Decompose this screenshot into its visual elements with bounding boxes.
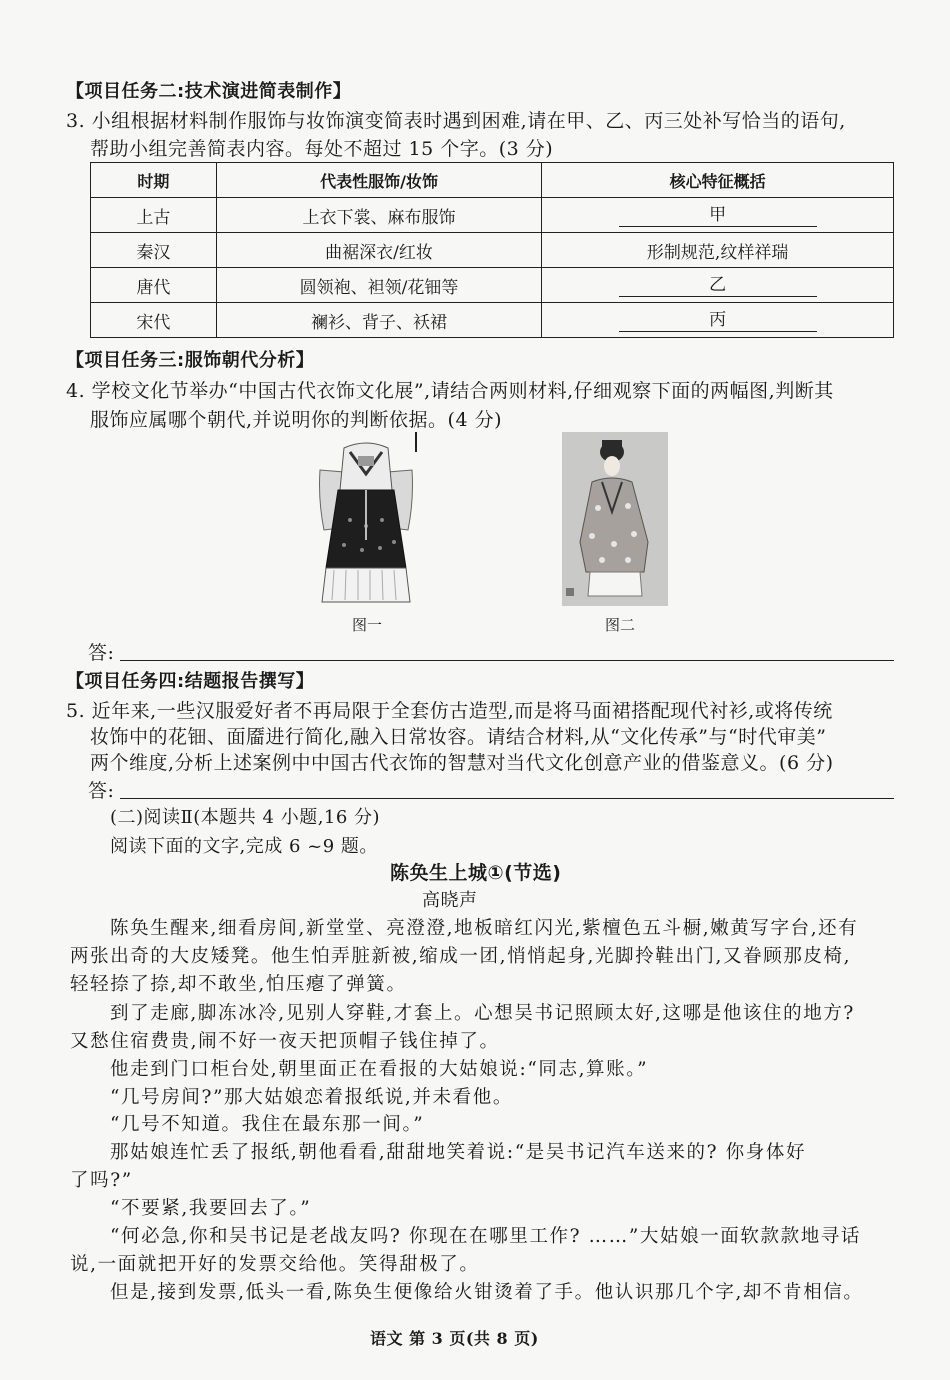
table-cell: 圆领袍、袒领/花钿等 <box>216 268 541 303</box>
table-cell-blank <box>542 303 894 338</box>
table-row <box>91 303 894 338</box>
article-line: “何必急,你和吴书记是老战友吗? 你现在在哪里工作? ……”大姑娘一面软款款地寻话 <box>110 1226 861 1247</box>
table-cell: 上衣下裳、麻布服饰 <box>216 198 541 233</box>
article-line: 说,一面就把开好的发票交给他。笑得甜极了。 <box>70 1254 480 1275</box>
table-cell: 唐代 <box>91 268 217 303</box>
task4-header: 【项目任务四:结题报告撰写】 <box>66 671 315 692</box>
article-line: 但是,接到发票,低头一看,陈奂生便像给火钳烫着了手。他认识那几个字,却不肯相信。 <box>110 1282 864 1303</box>
question-5-line-1: 5. 近年来,一些汉服爱好者不再局限于全套仿古造型,而是将马面裙搭配现代衬衫,或将传统 <box>66 700 833 722</box>
question-3-line-1: 3. 小组根据材料制作服饰与妆饰演变简表时遇到困难,请在甲、乙、丙三处补写恰当的语句, <box>66 110 846 132</box>
reading-section-heading: (二)阅读Ⅱ(本题共 4 小题,16 分) <box>110 807 381 828</box>
figure-1-costume-image <box>310 430 422 610</box>
article-line: 两张出奇的大皮矮凳。他生怕弄脏新被,缩成一团,悄悄起身,光脚拎鞋出门,又眷顾那皮椅, <box>70 946 852 967</box>
table-cell: 秦汉 <box>91 233 217 268</box>
article-title: 陈奂生上城①(节选) <box>390 862 562 884</box>
table-cell-blank <box>542 268 894 303</box>
answer-label-q5: 答: <box>88 780 115 802</box>
table-header-row <box>91 163 894 198</box>
page-footer: 语文 第 3 页(共 8 页) <box>370 1329 539 1348</box>
article-line: 轻轻捺了捺,却不敢坐,怕压瘪了弹簧。 <box>70 974 407 995</box>
article-line: 又愁住宿费贵,闹不好一夜天把顶帽子钱住掉了。 <box>70 1031 500 1052</box>
blank-yi[interactable]: 乙 <box>619 274 817 297</box>
article-line: 他走到门口柜台处,朝里面正在看报的大姑娘说:“同志,算账。” <box>110 1059 649 1080</box>
article-author: 高晓声 <box>422 890 478 911</box>
question-4-line-2: 服饰应属哪个朝代,并说明你的判断依据。(4 分) <box>90 409 502 431</box>
table-cell-blank <box>542 198 894 233</box>
answer-line-q4[interactable] <box>120 660 894 661</box>
task3-header: 【项目任务三:服饰朝代分析】 <box>66 350 315 371</box>
table-header-period: 时期 <box>91 163 217 198</box>
article-line: 那姑娘连忙丢了报纸,朝他看看,甜甜地笑着说:“是吴书记汽车送来的? 你身体好 <box>110 1142 807 1163</box>
answer-line-q5[interactable] <box>120 798 894 799</box>
question-5-line-2: 妆饰中的花钿、面靥进行简化,融入日常妆容。请结合材料,从“文化传承”与“时代审美” <box>90 726 827 748</box>
figure-2-caption: 图二 <box>605 616 636 634</box>
task2-header: 【项目任务二:技术演进简表制作】 <box>66 81 352 102</box>
figure-1-caption: 图一 <box>352 616 383 634</box>
article-line: 了吗?” <box>70 1170 133 1191</box>
question-5-line-3: 两个维度,分析上述案例中中国古代衣饰的智慧对当代文化创意产业的借鉴意义。(6 分) <box>90 752 834 774</box>
question-4-line-1: 4. 学校文化节举办“中国古代衣饰文化展”,请结合两则材料,仔细观察下面的两幅图,判断其 <box>66 380 834 402</box>
table-row <box>91 233 894 268</box>
table-cell: 形制规范,纹样祥瑞 <box>542 233 894 268</box>
blank-bing[interactable]: 丙 <box>619 309 817 332</box>
table-cell: 襕衫、背子、袄裙 <box>216 303 541 338</box>
article-line: “几号不知道。我住在最东那一间。” <box>110 1114 425 1135</box>
table-header-feature: 核心特征概括 <box>542 163 894 198</box>
figure-2-painting-image <box>562 432 668 606</box>
table-cell: 曲裾深衣/红妆 <box>216 233 541 268</box>
reading-instruction: 阅读下面的文字,完成 6 ~9 题。 <box>110 836 378 857</box>
question-3-line-2: 帮助小组完善简表内容。每处不超过 15 个字。(3 分) <box>90 138 554 160</box>
article-line: “不要紧,我要回去了。” <box>110 1198 312 1219</box>
article-line: “几号房间?”那大姑娘恋着报纸说,并未看他。 <box>110 1087 513 1108</box>
table-row <box>91 268 894 303</box>
table-header-clothing: 代表性服饰/妆饰 <box>216 163 541 198</box>
blank-jia[interactable]: 甲 <box>619 204 817 227</box>
answer-label-q4: 答: <box>88 642 115 664</box>
table-cell: 宋代 <box>91 303 217 338</box>
table-row <box>91 198 894 233</box>
table-cell: 上古 <box>91 198 217 233</box>
article-line: 陈奂生醒来,细看房间,新堂堂、亮澄澄,地板暗红闪光,紫檀色五斗橱,嫩黄写字台,还有 <box>110 918 859 939</box>
article-line: 到了走廊,脚冻冰冷,见别人穿鞋,才套上。心想吴书记照顾太好,这哪是他该住的地方? <box>110 1003 855 1024</box>
evolution-table <box>90 162 894 338</box>
